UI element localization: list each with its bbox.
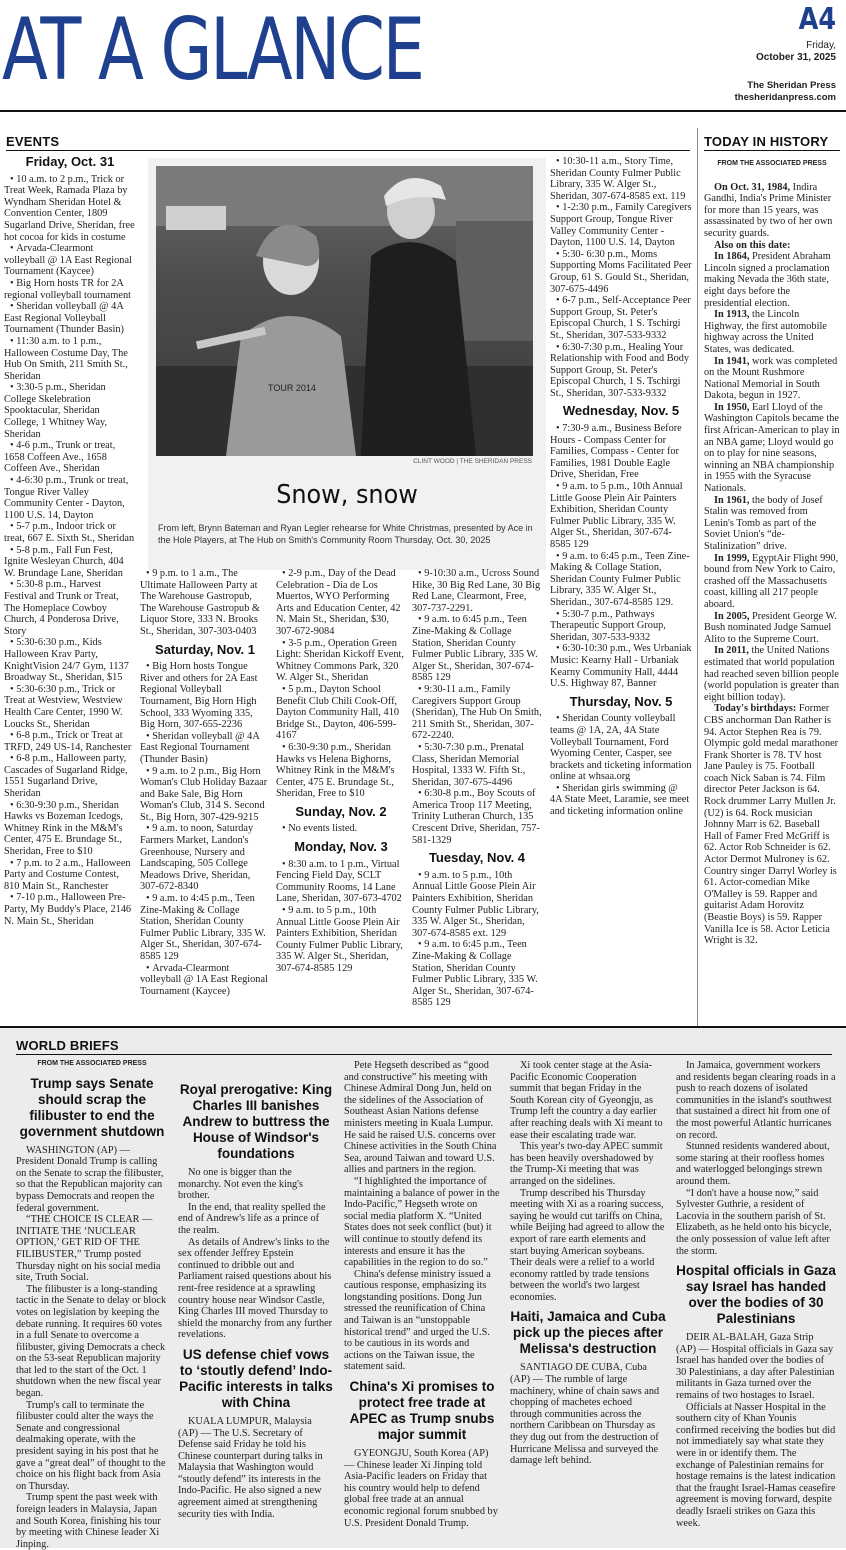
event-item: • Big Horn hosts TR for 2A regional volleyball tournament (4, 278, 136, 301)
event-item: • 6:30-8 p.m., Boy Scouts of America Troop 117 Meeting, Trinity Lutheran Church, 135 Crescent Drive, Sheridan, 757-581-1329 (412, 788, 542, 846)
day-heading-friday: Friday, Oct. 31 (25, 154, 115, 169)
brief-headline-gaza[interactable]: Hospital officials in Gaza say Israel has handed over the bodies of 30 Palestinians (676, 1263, 836, 1327)
event-item: • 9 a.m. to 6:45 p.m., Teen Zine-Making & Collage Station, Sheridan County Fulmer Public Library, 335 W. Alger St., Sheridan, 307-674-8585 129 (412, 614, 542, 684)
briefs-heading: WORLD BRIEFS (16, 1038, 119, 1053)
briefs-column-5 (676, 1060, 836, 1540)
event-item: • 7:30-9 a.m., Business Before Hours - Compass Center for Families, Compass - Center for Families, 1981 Double Eagle Drive, Sheridan, Free (550, 423, 692, 481)
page-title: AT A GLANCE (2, 0, 423, 100)
paper-site[interactable]: thesheridanpress.com (734, 92, 836, 103)
event-item: • 9 a.m. to 2 p.m., Big Horn Woman's Club Holiday Bazaar and Bake Sale, Big Horn Woman's Club, 314 S. Second St., Big Horn, 307-429-9215 (140, 766, 270, 824)
brief-paragraph: Pete Hegseth described as “good and constructive” his meeting with Chinese Admiral Dong Jun, held on the sidelines of the Association of Southeast Asian Nations defense ministers meeting in Kuala Lumpur. He said he raised U.S. concerns over Chinese activities in the South China Sea, around Taiwan and toward U.S. allies and partners in the region. (344, 1060, 497, 1176)
briefs-column-1 (16, 1058, 168, 1550)
featured-photo[interactable] (156, 166, 533, 456)
history-heading: TODAY IN HISTORY (704, 134, 829, 149)
briefs-column-2 (178, 1058, 334, 1540)
history-entry (704, 495, 840, 553)
history-text: the United Nations estimated that world population had reached seven billion people (world population is greater than eight billion today). (704, 645, 839, 703)
brief-headline-trump[interactable]: Trump says Senate should scrap the filibuster to end the government shutdown (19, 1075, 165, 1139)
brief-paragraph: Trump's call to terminate the filibuster could alter the ways the Senate and congressional dealmaking operate, with the president saying in his post that he gave a “great deal” of thought to the choice on his flight back from Asia on Thursday. (16, 1399, 166, 1492)
history-text: President George W. Bush nominated Judge Samuel Alito to the Supreme Court. (704, 610, 837, 645)
briefs-rule (0, 1026, 846, 1028)
brief-paragraph: The filibuster is a long-standing tactic in the Senate to delay or block votes on legislation by keeping the debate running. It requires 60 votes in a full Senate to overcome a filibuster, giving Democrats a check on the 53-seat Republican majority that led to the start of the Oct. 1 shutdown when the new fiscal year began. (16, 1283, 167, 1400)
brief-paragraph: Officials at Nasser Hospital in the southern city of Khan Younis confirmed receiving the bodies but did not immediately say what state they were in or identify them. The exchange of Palestinian remains for hostage remains is the latest indication that the fraught Israel-Hamas ceasefire agreement is moving forward, despite deadly Israeli strikes on Gaza this week. (676, 1401, 836, 1529)
event-item: • 6-8 p.m., Halloween party, Cascades of Sugarland Ridge, 1551 Sugarland Drive, Sheridan (4, 753, 136, 799)
event-item: • 9 a.m. to 6:45 p.m., Teen Zine-Making & Collage Station, Sheridan County Fulmer Public Library, 335 W. Alger St., Sheridan., 307-674-8585 129. (550, 551, 692, 609)
event-item: • No events listed. (276, 823, 406, 835)
brief-paragraph: “I don't have a house now,” said Sylvester Guthrie, a resident of Lacovia in the southern parish of St. Elizabeth, as he held onto his bicycle, the only possession of value left after the storm. (676, 1187, 832, 1257)
events-heading: EVENTS (6, 134, 60, 149)
history-text: work was completed on the Mount Rushmore National Memorial in South Dakota, begun in 1927. (704, 355, 838, 402)
brief-paragraph: Xi took center stage at the Asia-Pacific Economic Cooperation summit that began Friday in the South Korean city of Gyeongju, as Trump left the country a day earlier after reaching deals with Xi meant to ease their escalating trade war. (510, 1060, 663, 1141)
history-lead-date: On Oct. 31, 1984, (714, 181, 791, 193)
event-item: • 3:30-5 p.m., Sheridan College Skelebration Spooktacular, Sheridan College, 1 Whitney Way, Sheridan (4, 382, 136, 440)
history-year: In 1913, (714, 309, 750, 321)
history-text: the Lincoln Highway, the first automobile highway across the United States, was dedicated. (704, 309, 827, 355)
day-heading-sunday: Sunday, Nov. 2 (295, 803, 387, 819)
photo-credit: CLINT WOOD | THE SHERIDAN PRESS (413, 458, 532, 465)
event-item: • 9 a.m. to 5 p.m., 10th Annual Little Goose Plein Air Painters Exhibition, Sheridan County Fulmer Public Library, 335 W. Alger St., Sheridan, 307-674-8585 129 (550, 481, 692, 551)
event-item: • 6:30-7:30 p.m., Healing Your Relationship with Food and Body Support Group, St. Peter's Episcopal Church, 1 S. Tschirgi St., Sheridan, 307-533-9332 (550, 342, 692, 400)
history-year: In 2011, (714, 645, 749, 657)
event-item: • 4-6 p.m., Trunk or treat, 1658 Coffeen Ave., 1658 Coffeen Ave., Sheridan (4, 440, 136, 475)
event-item: • 7 p.m. to 2 a.m., Halloween Party and Costume Contest, 810 Main St., Ranchester (4, 858, 136, 893)
brief-paragraph: WASHINGTON (AP) — President Donald Trump is calling on the Senate to scrap the filibuster, so that the Republican majority can bypass Democrats and reopen the federal government. (16, 1144, 164, 1214)
events-column-2 (140, 568, 270, 1026)
history-entry (704, 309, 840, 355)
brief-headline-xi[interactable]: China's Xi promises to protect free trade at APEC as Trump snubs major summit (349, 1379, 495, 1443)
brief-paragraph: “I highlighted the importance of maintaining a balance of power in the Indo-Pacific,” Hegseth wrote on social media platform X. “United States does not seek conflict (but) it will continue to stoutly defend its interests and ensure it has the capabilities in the region to do so.” (344, 1175, 500, 1269)
photo-illustration (156, 166, 533, 456)
issue-weekday: Friday, (806, 40, 836, 51)
history-lead (704, 182, 840, 240)
brief-paragraph: Stunned residents wandered about, some staring at their roofless homes and waterlogged belongings strewn around them. (676, 1141, 830, 1187)
brief-paragraph: GYEONGJU, South Korea (AP) — Chinese leader Xi Jinping told Asia-Pacific leaders on Friday that his country would help to defend global free trade at an annual economic regional forum snubbed by U.S. President Donald Trump. (344, 1448, 498, 1529)
history-year: In 1950, (714, 401, 750, 413)
paper-info (735, 80, 836, 104)
event-item: • 5-8 p.m., Fall Fun Fest, Ignite Wesleyan Church, 404 W. Brundage Lane, Sheridan (4, 545, 136, 580)
brief-paragraph: Trump spent the past week with foreign leaders in Malaysia, Japan and South Korea, finishing his tour by meeting with Chinese leader Xi Jinping. (16, 1492, 161, 1550)
brief-headline-haiti[interactable]: Haiti, Jamaica and Cuba pick up the pieces after Melissa's destruction (510, 1309, 666, 1357)
history-entry (704, 553, 840, 611)
event-item: • 9 a.m. to 4:45 p.m., Teen Zine-Making & Collage Station, Sheridan County Fulmer Public Library, 335 W. Alger St., Sheridan, 307-674-8585 129 (140, 893, 270, 963)
history-year: In 1941, (714, 355, 750, 367)
briefs-source: FROM THE ASSOCIATED PRESS (37, 1060, 147, 1067)
history-rule (704, 150, 840, 151)
event-item: • 9 a.m. to 5 p.m., 10th Annual Little Goose Plein Air Painters Exhibition, Sheridan County Fulmer Public Library, 335 W. Alger St., Sheridan, 307-674-8585 129 (276, 905, 406, 975)
birthdays-label: Today's birthdays: (714, 703, 797, 715)
photo-window (456, 221, 533, 341)
event-item: • 9-10:30 a.m., Ucross Sound Hike, 30 Big Red Lane, 30 Big Red Lane, Clearmont, Free, 307-737-2291. (412, 568, 542, 614)
brief-paragraph: “THE CHOICE IS CLEAR — INITIATE THE ‘NUCLEAR OPTION,’ GET RID OF THE FILIBUSTER,” Trump posted Thursday night on his social media site, Truth Social. (16, 1214, 161, 1284)
history-source: FROM THE ASSOCIATED PRESS (717, 160, 827, 167)
event-item: • 10 a.m. to 2 p.m., Trick or Treat Week, Ramada Plaza by Wyndham Sheridan Hotel & Convention Center, 1809 Sugarland Drive, Sheridan, free hot cocoa for kids in costume (4, 174, 136, 244)
event-item: • Arvada-Clearmont volleyball @ 1A East Regional Tournament (Kaycee) (140, 963, 270, 998)
brief-paragraph: As details of Andrew's links to the sex offender Jeffrey Epstein continued to dribble out and Parliament raised questions about his rent-free residence at a sprawling country house near Windsor Castle, King Charles III moved Thursday to shield the monarchy from any further revelations. (178, 1236, 333, 1341)
day-heading-monday: Monday, Nov. 3 (294, 839, 388, 855)
history-also (704, 240, 840, 252)
event-item: • 5:30-6:30 p.m., Kids Halloween Krav Party, KnightVision 24/7 Gym, 1137 Broadway St., Sheridan, $15 (4, 637, 136, 683)
history-text: Earl Lloyd of the Washington Capitols became the first African-American to play in an NBA game; Lloyd would go on to play for nine seasons, winning an NBA championship in 1955 with the Syracuse Nationals. (704, 401, 840, 495)
day-heading-tuesday: Tuesday, Nov. 4 (428, 850, 526, 866)
history-year: In 2005, (714, 610, 750, 622)
history-also-label: Also on this date: (714, 239, 791, 251)
event-item: • 5:30-7:30 p.m., Prenatal Class, Sheridan Memorial Hospital, 1333 W. Fifth St., Sheridan, 307-675-4496 (412, 742, 542, 788)
event-item: • 6:30-10:30 p.m., Wes Urbaniak Music: Kearny Hall - Urbaniak Kearny Community Hall, 4444 U.S. Highway 87, Banner (550, 643, 692, 689)
history-text: President Abraham Lincoln signed a proclamation making Nevada the 36th state, eight days before the presidential election. (704, 251, 831, 309)
history-text: the body of Josef Stalin was removed from Lenin's Tomb as part of the Soviet Union's “de-Stalinization” drive. (704, 494, 823, 552)
shirt-text: TOUR 2014 (268, 383, 316, 393)
event-item: • 9 p.m. to 1 a.m., The Ultimate Halloween Party at The Warehouse Gastropub, The Warehouse Gastropub & Liquor Store, 333 N. Brooks St., Sheridan, 307-303-0403 (140, 568, 270, 638)
events-column-4 (412, 568, 542, 1026)
day-heading-thursday: Thursday, Nov. 5 (569, 693, 673, 709)
day-heading-wednesday: Wednesday, Nov. 5 (562, 403, 680, 419)
briefs-heading-rule (16, 1054, 832, 1055)
column-divider (697, 128, 698, 1026)
event-item: • 9:30-11 a.m., Family Caregivers Support Group (Sheridan), The Hub On Smith, 211 Smith St., Sheridan, 307-672-2240. (412, 684, 542, 742)
event-item: • 2-9 p.m., Day of the Dead Celebration - Dia de Los Muertos, WYO Performing Arts and Education Center, 42 N. Main St., Sheridan, $30, 307-672-9084 (276, 568, 406, 638)
masthead-rule (0, 110, 846, 112)
events-column-5 (550, 156, 692, 1026)
issue-date-text: October 31, 2025 (755, 52, 836, 63)
brief-paragraph: No one is bigger than the monarchy. Not even the king's brother. (178, 1167, 304, 1202)
history-entry (704, 402, 840, 495)
event-item: • 7-10 p.m., Halloween Pre-Party, My Buddy's Place, 2146 N. Main St., Sheridan (4, 892, 136, 927)
event-item: • 5:30- 6:30 p.m., Moms Supporting Moms Facilitated Peer Group, 61 S. Gould St., Sheridan, 307-675-4496 (550, 249, 692, 295)
briefs-column-4 (510, 1060, 666, 1540)
history-text: EgyptAir Flight 990, bound from New York to Cairo, crashed off the Massachusetts coast, killing all 217 people aboard. (704, 552, 839, 610)
event-item: • Sheridan girls swimming @ 4A State Meet, Laramie, see meet and ticketing information online (550, 783, 692, 818)
event-item: • 6-7 p.m., Self-Acceptance Peer Support Group, St. Peter's Episcopal Church, 1 S. Tschirgi St., Sheridan, 307-533-9332 (550, 295, 692, 341)
brief-paragraph: KUALA LUMPUR, Malaysia (AP) — The U.S. Secretary of Defense said Friday he told his Chinese counterpart during talks in Malaysia that Washington would “stoutly defend” its interests in the Indo-Pacific. He also signed a new agreement aimed at strengthening security ties with India. (178, 1415, 323, 1520)
events-column-1 (4, 150, 136, 1026)
brief-paragraph: SANTIAGO DE CUBA, Cuba (AP) — The rumble of large machinery, whine of chain saws and chopping of machetes echoed through communities across the northern Caribbean on Thursday as they dug out from the destruction of Hurricane Melissa and surveyed the damage left behind. (510, 1362, 660, 1467)
event-item: • Sheridan volleyball @ 4A East Regional Tournament (Thunder Basin) (140, 731, 270, 766)
event-item: • Arvada-Clearmont volleyball @ 1A East Regional Tournament (Kaycee) (4, 243, 136, 278)
ceiling-light (166, 206, 226, 230)
event-item: • 3-5 p.m., Operation Green Light: Sheridan Kickoff Event, Whitney Commons Park, 320 W. Alger St., Sheridan (276, 638, 406, 684)
event-item: • 11:30 a.m. to 1 p.m., Halloween Costume Day, The Hub On Smith, 211 Smith St., Sheridan (4, 336, 136, 382)
event-item: • 5:30-6:30 p.m., Trick or Treat at Westview, Westview Health Care Center, 1990 W. Loucks St., Sheridan (4, 684, 136, 730)
birthdays-text: Former CBS anchorman Dan Rather is 94. Actor Stephen Rea is 79. Olympic gold medal marathoner Frank Shorter is 78. TV host Jane Pauley is 75. Football coach Nick Saban is 74. Film director Peter Jackson is 64. Rock drummer Larry Mullen Jr. (U2) is 64. Rock musician Johnny Marr is 62. Baseball Hall of Famer Fred McGriff is 62. Actor Rob Schneider is 62. Actor Dermot Mulroney is 62. Country singer Darryl Worley is 61. Actor-comedian Mike O'Malley is 59. Rapper and guitarist Adam Horovitz (Beastie Boys) is 59. Rapper Vanilla Ice is 58. Actor Leticia Wright is 32. (704, 703, 839, 947)
event-item: • Big Horn hosts Tongue River and others for 2A East Regional Volleyball Tournament, Big Horn High School, 333 Wyoming 335, Big Horn, 307-655-2236 (140, 661, 270, 731)
briefs-column-3 (344, 1060, 500, 1540)
event-item: • 5:30-8 p.m., Harvest Festival and Trunk or Treat, The Homeplace Cowboy Church, 4 Ponderosa Drive, Story (4, 579, 136, 637)
brief-paragraph: China's defense ministry issued a cautious response, emphasizing its longstanding positions. Dong Jun stressed the reunification of China and Taiwan is an “unstoppable historical trend” and urged the U.S. to be cautious in its words and actions on the Taiwan issue, the statement said. (344, 1268, 491, 1373)
issue-date (756, 40, 836, 64)
brief-paragraph: In Jamaica, government workers and residents began clearing roads in a push to reach dozens of isolated communities in the island's southwest that sustained a direct hit from one of the most powerful Atlantic hurricanes on record. (676, 1060, 836, 1141)
event-item: • 5-7 p.m., Indoor trick or treat, 667 E. Sixth St., Sheridan (4, 521, 136, 544)
event-item: • Sheridan volleyball @ 4A East Regional Volleyball Tournament (Thunder Basin) (4, 301, 136, 336)
paper-name: The Sheridan Press (747, 80, 836, 91)
history-year: In 1864, (714, 251, 750, 263)
photo-headline: Snow, snow (276, 480, 418, 510)
events-column-3 (276, 568, 406, 1026)
event-item: • 8:30 a.m. to 1 p.m., Virtual Fencing Field Day, SCLT Community Rooms, 14 Lane Lane, Sheridan, 307-673-4702 (276, 859, 406, 905)
event-item: • 5 p.m., Dayton School Benefit Club Chili Cook-Off, Dayton Community Hall, 410 Bridge St., Dayton, 406-599-4167 (276, 684, 406, 742)
event-item: • 1-2:30 p.m., Family Caregivers Support Group, Tongue River Valley Community Center - Dayton, 1100 U.S. 14, Dayton (550, 202, 692, 248)
event-list-friday (4, 174, 136, 928)
history-entry (704, 356, 840, 402)
brief-headline-royal[interactable]: Royal prerogative: King Charles III banishes Andrew to buttress the House of Windsor's foundations (179, 1082, 333, 1161)
day-heading-saturday: Saturday, Nov. 1 (155, 641, 255, 657)
history-entry (704, 611, 840, 646)
brief-paragraph: DEIR AL-BALAH, Gaza Strip (AP) — Hospital officials in Gaza say Israel has handed over the bodies of 30 Palestinians, a day after Palestinian militants in Gaza turned over the remains of two hostages to Israel. (676, 1332, 835, 1402)
event-item: • 9 a.m. to noon, Saturday Farmers Market, Landon's Greenhouse, Nursery and Landscaping, 505 College Meadows Drive, Sheridan, 307-672-8340 (140, 823, 270, 893)
event-item: • 6-8 p.m., Trick or Treat at TRFD, 249 US-14, Ranchester (4, 730, 136, 753)
brief-headline-defense[interactable]: US defense chief vows to ‘stoutly defend’ Indo-Pacific interests in talks with China (179, 1346, 333, 1410)
history-year: In 1961, (714, 494, 750, 506)
history-year: In 1999, (714, 552, 750, 564)
brief-paragraph: In the end, that reality spelled the end of Andrew's life as a prince of the realm. (178, 1201, 326, 1236)
featured-photo-box (148, 158, 546, 570)
history-entry (704, 251, 840, 309)
brief-paragraph: Trump described his Thursday meeting with Xi as a roaring success, saying he would cut tariffs on China, while Beijing had agreed to allow the export of rare earth elements and start buying American soybeans. Their deals were a relief to a world economy rattled by trade tensions between the world's two largest economies. (510, 1187, 665, 1303)
page-number: A4 (798, 2, 836, 37)
event-item: • 9 a.m. to 6:45 p.m., Teen Zine-Making & Collage Station, Sheridan County Fulmer Public Library, 335 W. Alger St., Sheridan, 307-674-8585 129 (412, 939, 542, 1009)
brief-paragraph: This year's two-day APEC summit has been heavily overshadowed by the Trump-Xi meeting that was arranged on the sidelines. (510, 1141, 663, 1187)
event-item: • 10:30-11 a.m., Story Time, Sheridan County Fulmer Public Library, 335 W. Alger St., Sheridan, 307-674-8585 ext. 119 (550, 156, 692, 202)
event-item: • 4-6:30 p.m., Trunk or treat, Tongue River Valley Community Center - Dayton, 1100 U.S. 14, Dayton (4, 475, 136, 521)
history-entry (704, 645, 840, 703)
photo-caption: From left, Brynn Bateman and Ryan Legler rehearse for White Christmas, presented by Ace in the Hole Players, at The Hub on Smith's Community Room Thursday, Oct. 30, 2025 (158, 523, 533, 545)
history-column (704, 156, 840, 1026)
history-birthdays (704, 703, 840, 946)
history-lead-text: Indira Gandhi, India's Prime Minister for more than 15 years, was assassinated by two of her own security guards. (704, 181, 833, 239)
event-item: • 9 a.m. to 5 p.m., 10th Annual Little Goose Plein Air Painters Exhibition, Sheridan County Fulmer Public Library, 335 W. Alger St., Sheridan, 307-674-8585 ext. 129 (412, 870, 542, 940)
event-item: • 6:30-9:30 p.m., Sheridan Hawks vs Bozeman Icedogs, Whitney Rink in the M&M's Center, 475 E. Brundage St., Sheridan, Free to $10 (4, 800, 136, 858)
event-item: • 5:30-7 p.m., Pathways Therapeutic Support Group, Sheridan, 307-533-9332 (550, 609, 692, 644)
event-item: • 6:30-9:30 p.m., Sheridan Hawks vs Helena Bighorns, Whitney Rink in the M&M's Center, 475 E. Brundage St., Sheridan, Free to $10 (276, 742, 406, 800)
event-item: • Sheridan County volleyball teams @ 1A, 2A, 4A State Volleyball Tournament, Ford Wyoming Center, Casper, see brackets and ticketing information online at whsaa.org (550, 713, 692, 783)
